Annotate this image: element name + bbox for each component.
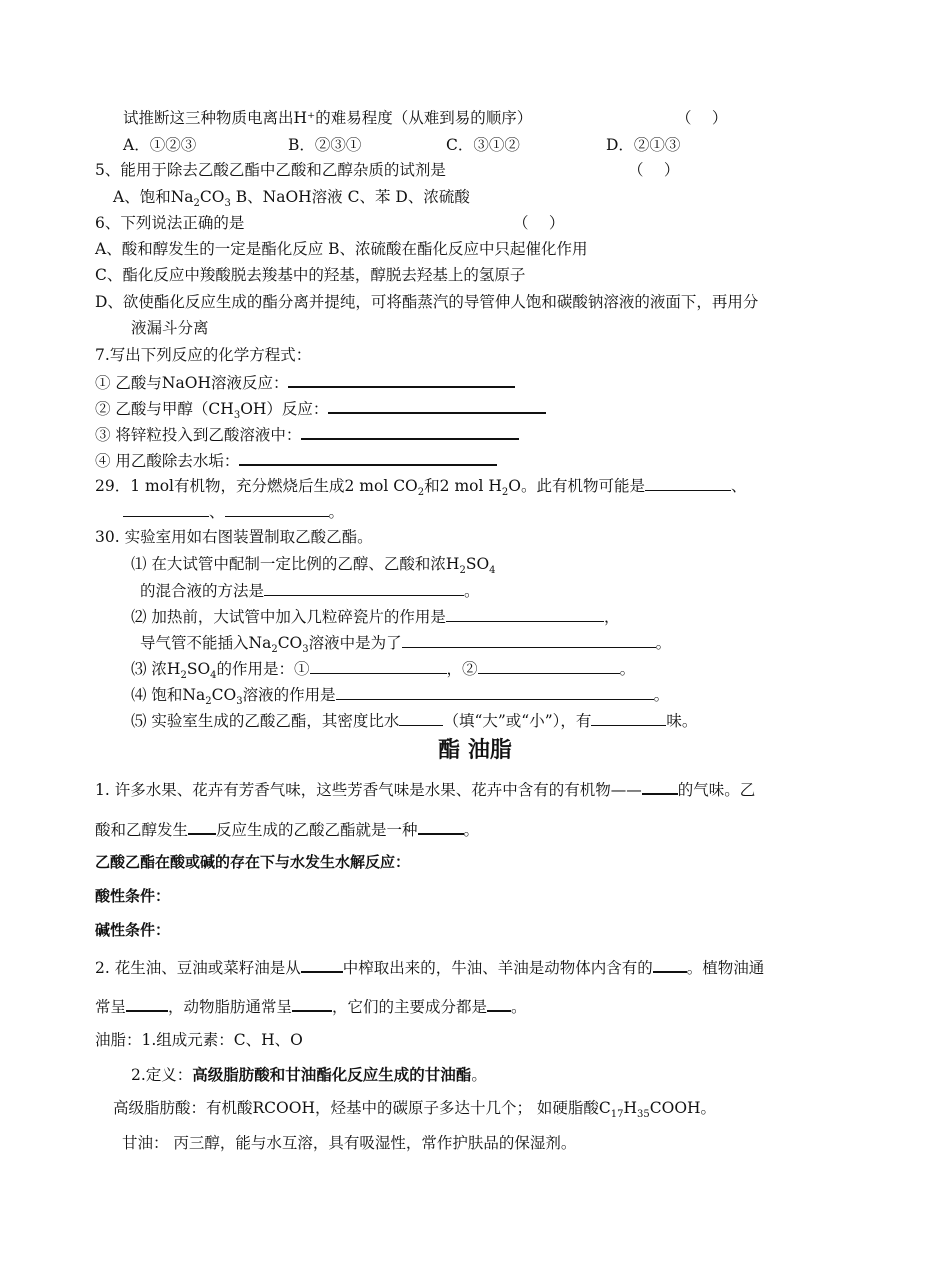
- q30-item-3: ⑶ 浓$H_2SO_4$的作用是：① ，② 。: [131, 660, 636, 682]
- q4-option-b: B．②③①: [288, 136, 362, 154]
- q6-option-d: D、欲使酯化反应生成的酯分离并提纯，可将酯蒸汽的导管伸人饱和碳酸钠溶液的液面下，再用分: [95, 293, 759, 311]
- q4-answer-paren: （ ）: [676, 109, 728, 127]
- q4-option-a: A．①②③: [123, 136, 197, 154]
- q29-blanks: 、 。: [123, 501, 344, 522]
- section-p1-cont: 酸和乙醇发生 反应生成的乙酸乙酯就是一种 。: [95, 818, 479, 840]
- q7-item-1: ① 乙酸与NaOH溶液反应：: [95, 371, 515, 393]
- oil-definition: 2.定义：高级脂肪酸和甘油酯化反应生成的甘油酯。: [131, 1066, 487, 1084]
- q6-option-ab: A、酸和醇发生的一定是酯化反应 B、浓硫酸在酯化反应中只起催化作用: [95, 240, 588, 258]
- q30-item-2: ⑵ 加热前，大试管中加入几粒碎瓷片的作用是 ，: [131, 608, 620, 626]
- q5-options: A、饱和$Na_2CO_3$ B、NaOH溶液 C、苯 D、浓硫酸: [113, 188, 470, 210]
- q6-option-d-cont: 液漏斗分离: [131, 319, 209, 337]
- q5-answer-paren: （ ）: [628, 161, 680, 179]
- q5-prompt: 5、能用于除去乙酸乙酯中乙酸和乙醇杂质的试剂是: [95, 161, 446, 179]
- q30-item-2-cont: 导气管不能插入$Na_2CO_3$溶液中是为了 。: [140, 634, 672, 656]
- q4-prompt: 试推断这三种物质电离出H⁺的难易程度（从难到易的顺序）: [123, 109, 533, 127]
- q30-prompt: 30. 实验室用如右图装置制取乙酸乙酯。: [95, 528, 373, 546]
- q7-item-3: ③ 将锌粒投入到乙酸溶液中：: [95, 423, 519, 445]
- q7-item-4: ④ 用乙酸除去水垢：: [95, 449, 497, 471]
- section-p2: 2. 花生油、豆油或菜籽油是从 中榨取出来的，牛油、羊油是动物体内含有的 。植物油通: [95, 956, 764, 978]
- q4-option-d: D．②①③: [606, 136, 681, 154]
- glycerol-line: 甘油： 丙三醇，能与水互溶，具有吸湿性，常作护肤品的保湿剂。: [122, 1134, 577, 1152]
- hydrolysis-heading: 乙酸乙酯在酸或碱的存在下与水发生水解反应：: [95, 853, 411, 871]
- q7-item-2: ② 乙酸与甲醇$(CH_3OH)$反应：: [95, 397, 546, 419]
- section-p1: 1. 许多水果、花卉有芳香气味，这些芳香气味是水果、花卉中含有的有机物—— 的气味。乙: [95, 778, 755, 800]
- q7-prompt: 7.写出下列反应的化学方程式：: [95, 346, 312, 364]
- section-title: 酯 油脂: [438, 738, 512, 763]
- q30-item-4: ⑷ 饱和$Na_2CO_3$溶液的作用是 。: [131, 686, 670, 708]
- fatty-acid-line: 高级脂肪酸：有机酸RCOOH，烃基中的碳原子多达十几个； 如硬脂酸$C_{17}H_{35}COOH$。: [113, 1099, 717, 1121]
- oil-composition: 油脂：1.组成元素：C、H、O: [95, 1031, 303, 1049]
- acidic-condition-label: 酸性条件：: [95, 887, 171, 905]
- q6-answer-paren: （ ）: [513, 214, 565, 232]
- q6-option-c: C、酯化反应中羧酸脱去羧基中的羟基，醇脱去羟基上的氢原子: [95, 266, 526, 284]
- q6-prompt: 6、下列说法正确的是: [95, 214, 245, 232]
- q29-prompt: 29．1 mol有机物，充分燃烧后生成2 mol $CO_2$和2 mol $H_2O$。此有机物可能是 、: [95, 477, 747, 499]
- basic-condition-label: 碱性条件：: [95, 921, 171, 939]
- q30-item-1: ⑴ 在大试管中配制一定比例的乙醇、乙酸和浓$H_2SO_4$: [131, 555, 496, 577]
- section-p2-cont: 常呈 ，动物脂肪通常呈 ，它们的主要成分都是 。: [95, 995, 527, 1017]
- q30-item-1-cont: 的混合液的方法是 。: [140, 582, 480, 600]
- q30-item-5: ⑸ 实验室生成的乙酸乙酯，其密度比水 （填“大”或“小”），有 味。: [131, 712, 698, 730]
- q4-option-c: C．③①②: [446, 136, 520, 154]
